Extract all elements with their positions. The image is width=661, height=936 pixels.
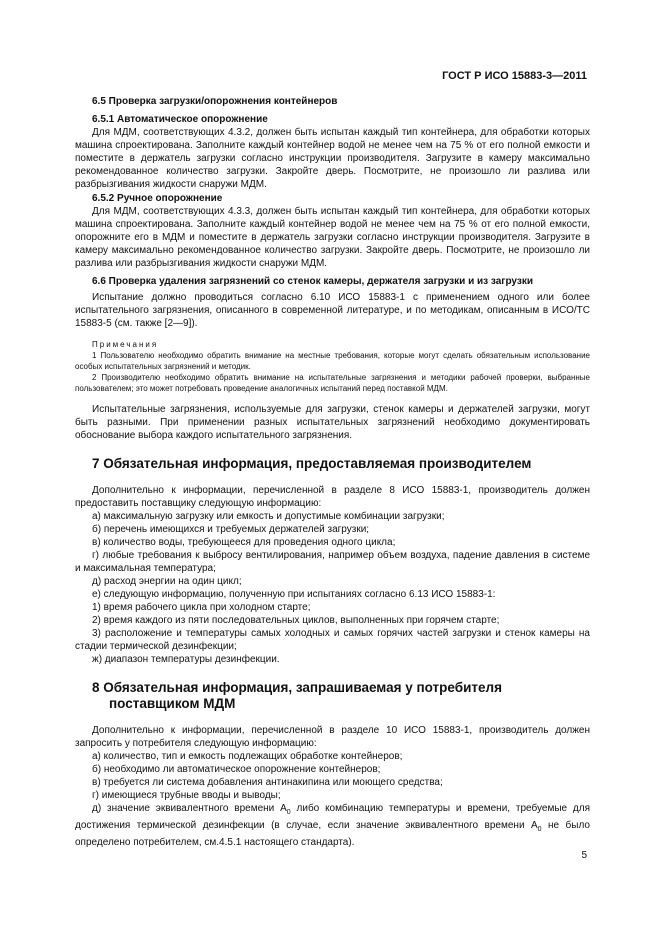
section-6-5-1-title: 6.5.1 Автоматическое опорожнение bbox=[92, 114, 268, 125]
list-item: е) следующую информацию, полученную при испытаниях согласно 6.13 ИСО 15883-1: bbox=[92, 589, 496, 600]
section-6-5-2-title: 6.5.2 Ручное опорожнение bbox=[92, 193, 223, 204]
section-8-intro: Дополнительно к информации, перечисленной в разделе 10 ИСО 15883-1, производитель должен запросить у потребителя следующую информацию: bbox=[75, 725, 590, 749]
section-8-list bbox=[75, 750, 590, 849]
section-7-title: 7 Обязательная информация, предоставляемая производителем bbox=[92, 456, 532, 471]
list-item: 3) расположение и температуры самых холодных и самых горячих частей загрузки и стенок камеры на стадии термической дезинфекции; bbox=[75, 628, 590, 652]
list-item: 1) время рабочего цикла при холодном старте; bbox=[92, 602, 311, 613]
list-item: в) требуется ли система добавления антинакипина или моющего средства; bbox=[92, 777, 443, 788]
section-7-intro: Дополнительно к информации, перечисленной в разделе 8 ИСО 15883-1, производитель должен предоставить поставщику следующую информацию: bbox=[75, 485, 590, 509]
section-6-5-1-text: Для МДМ, соответствующих 4.3.2, должен быть испытан каждый тип контейнера, для обработки которых машина спроектирована. Заполните каждый контейнер водой не менее чем на 75 % от его полной емкости и поместите в держатель загрузки согласно инструкции производителя. Загрузите в камеру максимально рекомендованное количество загрузки. Закройте дверь. Посмотрите, не произошло ли разлива или разбрызгивания жидкости снаружи МДМ. bbox=[75, 127, 590, 190]
list-item: а) количество, тип и емкость подлежащих обработке контейнеров; bbox=[92, 751, 403, 762]
section-6-6-text-2: Испытательные загрязнения, используемые для загрузки, стенок камеры и держателей загрузки, могут быть разными. При применении разных испытательных загрязнений необходимо документировать обоснование выбора каждого испытательного загрязнения. bbox=[75, 404, 590, 441]
list-item: ж) диапазон температуры дезинфекции. bbox=[92, 654, 280, 665]
list-item: б) перечень имеющихся и требуемых держателей загрузки; bbox=[92, 524, 370, 535]
section-8-title bbox=[75, 680, 590, 712]
note-2: 2 Производителю необходимо обратить внимание на испытательные загрязнения и методики рабочей проверки, выбранные пользователем; это может потребовать проведение аналогичных испытаний перед поставкой МДМ. bbox=[75, 373, 590, 393]
notes-title: Примечания bbox=[92, 340, 159, 349]
section-8-title-line-2: поставщиком МДМ bbox=[109, 696, 236, 711]
list-item-d: д) значение эквивалентного времени $A_0$ либо комбинацию температуры и времени, требуемые для достижения термической дезинфекции (в случае, если значение эквивалентного времени $A_0$ не было определено потребителем, см.4.5.1 настоящего стандарта). bbox=[75, 803, 591, 848]
note-1: 1 Пользователю необходимо обратить внимание на местные требования, которые могут сделать обязательным использование особых испытательных загрязнений и методик. bbox=[75, 351, 590, 371]
list-item: а) максимальную загрузку или емкость и допустимые комбинации загрузки; bbox=[92, 511, 445, 522]
section-7-list bbox=[75, 510, 590, 666]
document-body bbox=[75, 95, 590, 849]
section-8-title-line-1: 8 Обязательная информация, запрашиваемая у потребителя bbox=[92, 680, 502, 695]
list-item: д) расход энергии на один цикл; bbox=[92, 576, 242, 587]
section-6-6-title: 6.6 Проверка удаления загрязнений со стенок камеры, держателя загрузки и из загрузки bbox=[92, 276, 533, 287]
list-item: г) имеющиеся трубные вводы и выводы; bbox=[92, 790, 281, 801]
list-item: б) необходимо ли автоматическое опорожнение контейнеров; bbox=[92, 764, 381, 775]
list-item: 2) время каждого из пяти последовательных циклов, выполненных при горячем старте; bbox=[92, 615, 500, 626]
section-6-5-2-text: Для МДМ, соответствующих 4.3.3, должен быть испытан каждый тип контейнера, для обработки которых машина спроектирована. Заполните каждый контейнер водой не менее чем на 75 % от его полной емкости, опорожните его в МДМ и поместите в держатель загрузки согласно инструкции производителя. Загрузите в камеру максимально рекомендованное количество загрузки. Закройте дверь. Посмотрите, не произошло ли разлива или разбрызгивания жидкости снаружи МДМ. bbox=[75, 206, 590, 269]
list-item: г) любые требования к выбросу вентилирования, например объем воздуха, падение давления в системе и максимальная температура; bbox=[75, 550, 590, 574]
section-6-5-title: 6.5 Проверка загрузки/опорожнения контейнеров bbox=[92, 96, 338, 107]
list-item: в) количество воды, требующееся для проведения одного цикла; bbox=[92, 537, 396, 548]
section-6-6-text: Испытание должно проводиться согласно 6.10 ИСО 15883-1 с применением одного или более испытательного загрязнения, описанного в современной литературе, и по методикам, описанным в ИСО/ТС 15883-5 (см. также [2—9]). bbox=[75, 292, 590, 329]
page-number: 5 bbox=[581, 850, 587, 861]
document-header: ГОСТ Р ИСО 15883-3—2011 bbox=[442, 70, 587, 82]
